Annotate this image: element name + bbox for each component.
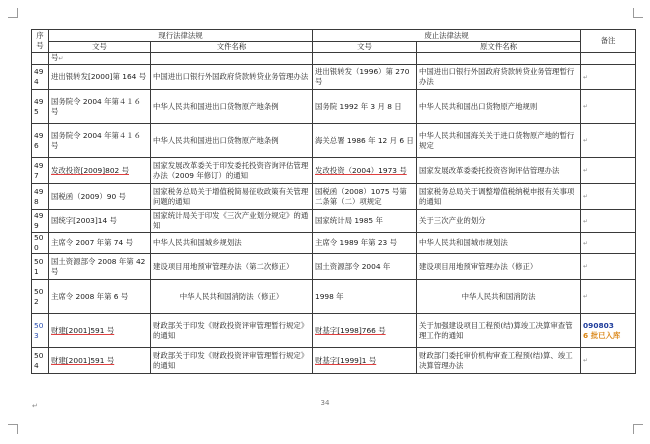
current-doc-name: 中华人民共和国进出口货物原产地条例 xyxy=(151,90,313,124)
paragraph-mark-footer: ↵ xyxy=(32,402,38,410)
current-doc-name: 中华人民共和国进出口货物原产地条例 xyxy=(151,124,313,158)
table-row xyxy=(32,254,636,280)
page-number: 34 xyxy=(320,399,330,407)
repealed-doc-no: 财基字[1998]766 号 xyxy=(313,314,417,348)
repealed-doc-no: 1998 年 xyxy=(313,280,417,314)
row-number: 496 xyxy=(32,124,49,158)
current-doc-no: 号↵ xyxy=(49,53,151,65)
remark xyxy=(581,210,636,233)
remark xyxy=(581,280,636,314)
table-row xyxy=(32,280,636,314)
current-doc-no: 进出银转发[2000]第 164 号 xyxy=(49,65,151,90)
current-doc-name: 建设项目用地预审管理办法（第二次修正） xyxy=(151,254,313,280)
remark xyxy=(581,233,636,254)
table-row xyxy=(32,233,636,254)
paragraph-mark: ↵ xyxy=(583,103,589,110)
current-doc-name: 财政部关于印发《财政投资评审管理暂行规定》的通知 xyxy=(151,314,313,348)
repealed-doc-no: 国家统计局 1985 年 xyxy=(313,210,417,233)
row-number: 497 xyxy=(32,158,49,184)
remark xyxy=(581,53,636,65)
header-row-2 xyxy=(32,42,636,53)
repealed-doc-no: 主席令 1989 年第 23 号 xyxy=(313,233,417,254)
current-doc-name: 国家统计局关于印发《三次产业划分规定》的通知 xyxy=(151,210,313,233)
row-number xyxy=(32,53,49,65)
orig-doc-name: 财政部门委托审价机构审查工程预(结)算、竣工决算管理办法 xyxy=(417,348,581,374)
current-doc-name: 国家发展改革委关于印发委托投资咨询评估管理办法（2009 年修订）的通知 xyxy=(151,158,313,184)
orig-doc-name: 中华人民共和国出口货物原产地规则 xyxy=(417,90,581,124)
remark xyxy=(581,314,636,348)
paragraph-mark: ↵ xyxy=(583,263,589,270)
repealed-doc-no: 国税函（2008）1075 号第二条第（二）项规定 xyxy=(313,184,417,210)
table-row xyxy=(32,348,636,374)
orig-doc-name: 国家税务总局关于调整增值税纳税申报有关事项的通知 xyxy=(417,184,581,210)
table-row xyxy=(32,65,636,90)
crop-mark-bottom-left xyxy=(8,424,18,434)
remark xyxy=(581,158,636,184)
header-row-1 xyxy=(32,30,636,42)
current-doc-no: 财建[2001]591 号 xyxy=(49,348,151,374)
crop-mark-top-right xyxy=(633,8,643,18)
orig-doc-name: 建设项目用地预审管理办法（修正） xyxy=(417,254,581,280)
table-row xyxy=(32,90,636,124)
paragraph-mark: ↵ xyxy=(583,293,589,300)
current-doc-name: 中华人民共和国城乡规划法 xyxy=(151,233,313,254)
paragraph-mark: ↵ xyxy=(58,55,64,62)
current-doc-no: 国务院令 2004 年第４１６号 xyxy=(49,124,151,158)
current-doc-name: 财政部关于印发《财政投资评审管理暂行规定》的通知 xyxy=(151,348,313,374)
header-current-doc-name: 文件名称 xyxy=(151,42,313,53)
row-number: 498 xyxy=(32,184,49,210)
orig-doc-name: 中华人民共和国消防法 xyxy=(417,280,581,314)
current-doc-no: 国税函（2009）90 号 xyxy=(49,184,151,210)
row-number: 502 xyxy=(32,280,49,314)
table-row xyxy=(32,158,636,184)
remark-batch-status: 6 批已入库 xyxy=(583,330,621,340)
table-row xyxy=(32,184,636,210)
current-doc-no: 主席令 2007 年第 74 号 xyxy=(49,233,151,254)
repealed-doc-no: 进出银转发（1996）第 270 号 xyxy=(313,65,417,90)
orig-doc-name: 关于加强建设项目工程预(结)算竣工决算审查管理工作的通知 xyxy=(417,314,581,348)
remark xyxy=(581,184,636,210)
repealed-doc-no: 海关总署 1986 年 12 月 6 日 xyxy=(313,124,417,158)
paragraph-mark: ↵ xyxy=(583,193,589,200)
row-number: 500 xyxy=(32,233,49,254)
crop-mark-bottom-right xyxy=(633,424,643,434)
repealed-doc-no: 国土资源部令 2004 年 xyxy=(313,254,417,280)
regulation-table xyxy=(31,29,636,374)
remark xyxy=(581,124,636,158)
remark xyxy=(581,65,636,90)
table-row xyxy=(32,124,636,158)
orig-doc-name: 关于三次产业的划分 xyxy=(417,210,581,233)
header-remarks: 备注 xyxy=(581,30,636,53)
remark xyxy=(581,254,636,280)
header-repealed-group: 废止法律法规 xyxy=(313,30,581,42)
current-doc-no: 主席令 2008 年第 6 号 xyxy=(49,280,151,314)
header-repealed-doc-no: 文号 xyxy=(313,42,417,53)
header-current-group: 现行法律法规 xyxy=(49,30,313,42)
header-orig-doc-name: 原文件名称 xyxy=(417,42,581,53)
paragraph-mark: ↵ xyxy=(583,357,589,364)
header-seq: 序号 xyxy=(32,30,49,53)
repealed-doc-no: 财基字[1999]1 号 xyxy=(313,348,417,374)
repealed-doc-no: 国务院 1992 年 3 月 8 日 xyxy=(313,90,417,124)
row-number: 499 xyxy=(32,210,49,233)
table-row xyxy=(32,53,636,65)
row-number: 504 xyxy=(32,348,49,374)
table-row xyxy=(32,210,636,233)
orig-doc-name: 中华人民共和国城市规划法 xyxy=(417,233,581,254)
current-doc-name xyxy=(151,53,313,65)
crop-mark-top-left xyxy=(8,8,18,18)
paragraph-mark: ↵ xyxy=(583,239,589,247)
current-doc-name: 中华人民共和国消防法（修正） xyxy=(151,280,313,314)
row-number: 495 xyxy=(32,90,49,124)
repealed-doc-no: 发改投资（2004）1973 号 xyxy=(313,158,417,184)
remark-batch-code: 090803 xyxy=(583,320,614,330)
paragraph-mark: ↵ xyxy=(583,217,589,225)
current-doc-no: 国务院令 2004 年第４１６号 xyxy=(49,90,151,124)
orig-doc-name xyxy=(417,53,581,65)
remark xyxy=(581,90,636,124)
current-doc-name: 中国进出口银行外国政府贷款转贷业务管理办法 xyxy=(151,65,313,90)
current-doc-no: 财建[2001]591 号 xyxy=(49,314,151,348)
current-doc-name: 国家税务总局关于增值税简易征收政策有关管理问题的通知 xyxy=(151,184,313,210)
current-doc-no: 国土资源部令 2008 年第 42 号 xyxy=(49,254,151,280)
orig-doc-name: 中华人民共和国海关关于进口货物原产地的暂行规定 xyxy=(417,124,581,158)
paragraph-mark: ↵ xyxy=(583,73,589,81)
header-current-doc-no: 文号 xyxy=(49,42,151,53)
paragraph-mark: ↵ xyxy=(583,137,589,144)
remark xyxy=(581,348,636,374)
row-number: 503 xyxy=(32,314,49,348)
row-number: 494 xyxy=(32,65,49,90)
orig-doc-name: 中国进出口银行外国政府贷款转贷业务管理暂行办法 xyxy=(417,65,581,90)
orig-doc-name: 国家发展改革委委托投资咨询评估管理办法 xyxy=(417,158,581,184)
current-doc-no: 发改投资[2009]802 号 xyxy=(49,158,151,184)
table-row xyxy=(32,314,636,348)
row-number: 501 xyxy=(32,254,49,280)
current-doc-no: 国统字[2003]14 号 xyxy=(49,210,151,233)
repealed-doc-no xyxy=(313,53,417,65)
paragraph-mark: ↵ xyxy=(583,167,589,174)
